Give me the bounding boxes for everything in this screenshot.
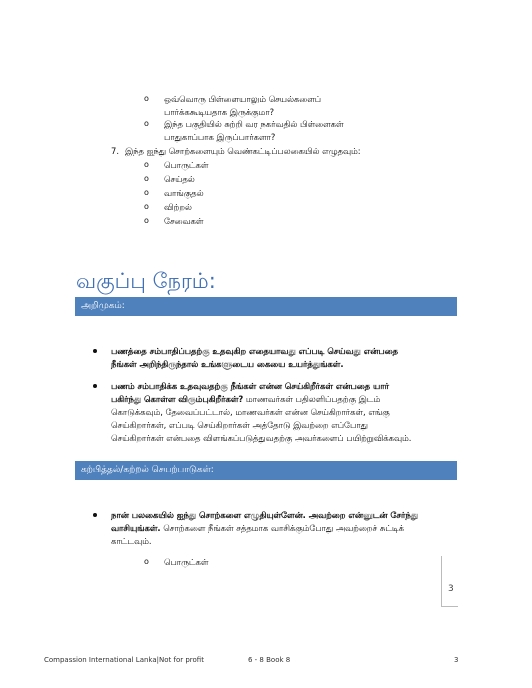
bullet-o-icon: o bbox=[144, 216, 149, 225]
list-item: விற்றல் bbox=[164, 202, 192, 212]
paragraph-line: நான் பலகையில் ஐந்து சொற்களை எழுதியுள்ளேன். அவற்றை என்னுடன் சேர்ந்து bbox=[111, 510, 419, 520]
paragraph-line: கொடுக்கவும், தேவைப்பட்டால், மாணவர்கள் என்ன செய்கிறார்கள், எங்கு bbox=[111, 407, 390, 417]
list-item: வாங்குதல் bbox=[164, 188, 204, 198]
bullet-o-icon: o bbox=[144, 188, 149, 197]
footer-page-number: 3 bbox=[454, 656, 459, 664]
activities-heading-label: கற்பித்தல்/கற்றல் செயற்பாடுகள்: bbox=[81, 465, 214, 475]
bullet-o-icon: o bbox=[144, 557, 149, 566]
paragraph-line: பணத்தை சம்பாதிப்பதற்கு உதவுகிற எதையாவது எப்படி செய்வது என்பதை bbox=[111, 346, 399, 356]
footer-center: 6 - 8 Book 8 bbox=[248, 656, 291, 664]
list-item: பாதுகாப்பாக இருப்பார்களா? bbox=[164, 132, 276, 142]
bold-text: பகிர்ந்து கொள்ள விரும்புகிறீர்கள்? bbox=[111, 394, 244, 404]
bullet-o-icon: o bbox=[144, 94, 149, 103]
section-title: வகுப்பு நேரம்: bbox=[76, 269, 216, 293]
list-item: இந்த ஐந்து சொற்களையும் வெண்கட்டிப்பலகையில் எழுதவும்: bbox=[125, 146, 361, 156]
list-item: பொருட்கள் bbox=[164, 160, 209, 170]
page-number-box bbox=[441, 556, 458, 607]
paragraph-line: செய்கிறார்கள், எப்படி செய்கிறார்கள் அத்தோடு இவற்றை எப்போது bbox=[111, 420, 368, 430]
paragraph-line: காட்டவும். bbox=[111, 536, 152, 546]
list-number: 7. bbox=[111, 146, 119, 156]
list-item: பொருட்கள் bbox=[164, 557, 209, 567]
list-item: செய்தல் bbox=[164, 174, 195, 184]
paragraph-line bbox=[111, 393, 380, 405]
intro-heading-bar bbox=[75, 297, 457, 316]
bullet-dot-icon bbox=[93, 349, 97, 353]
footer-left: Compassion International Lanka|Not for profit bbox=[44, 656, 204, 664]
list-item: இந்த பகுதியில் சுற்றி வர நகர்வதில் பிள்ளைகள் bbox=[164, 119, 344, 129]
bold-text: வாசியுங்கள். bbox=[111, 523, 161, 533]
normal-text: மாணவர்கள் பதிலளிப்பதற்கு இடம் bbox=[243, 394, 381, 404]
list-item: சேவைகள் bbox=[164, 216, 204, 226]
list-item: பார்க்ககூடியதாக இருக்குமா? bbox=[164, 107, 275, 117]
intro-heading-label: அறிமுகம்: bbox=[81, 301, 125, 311]
paragraph-line: செய்கிறார்கள் என்பதை விளங்கப்படுத்துவதற்கு அவர்களைப் பயிற்றுவிக்கவும். bbox=[111, 433, 412, 443]
paragraph-line: நீங்கள் அறிந்திருந்தால் உங்களுடைய கையை உயர்த்துங்கள். bbox=[111, 359, 344, 369]
paragraph-line bbox=[111, 522, 404, 534]
paragraph-line: பணம் சம்பாதிக்க உதவுவதற்கு நீங்கள் என்ன செய்கிறீர்கள் என்பதை யார் bbox=[111, 381, 389, 391]
page-number: 3 bbox=[448, 584, 454, 594]
bullet-o-icon: o bbox=[144, 119, 149, 128]
bullet-dot-icon bbox=[93, 384, 97, 388]
activities-heading-bar bbox=[75, 461, 457, 480]
normal-text: சொற்களை நீங்கள் சத்தமாக வாசிக்கும்போது அவற்றைச் சுட்டிக் bbox=[160, 523, 404, 533]
bullet-o-icon: o bbox=[144, 160, 149, 169]
bullet-dot-icon bbox=[93, 513, 97, 517]
bullet-o-icon: o bbox=[144, 202, 149, 211]
list-item: ஒவ்வொரு பிள்ளையாலும் செயல்களைப் bbox=[164, 94, 321, 104]
bullet-o-icon: o bbox=[144, 174, 149, 183]
